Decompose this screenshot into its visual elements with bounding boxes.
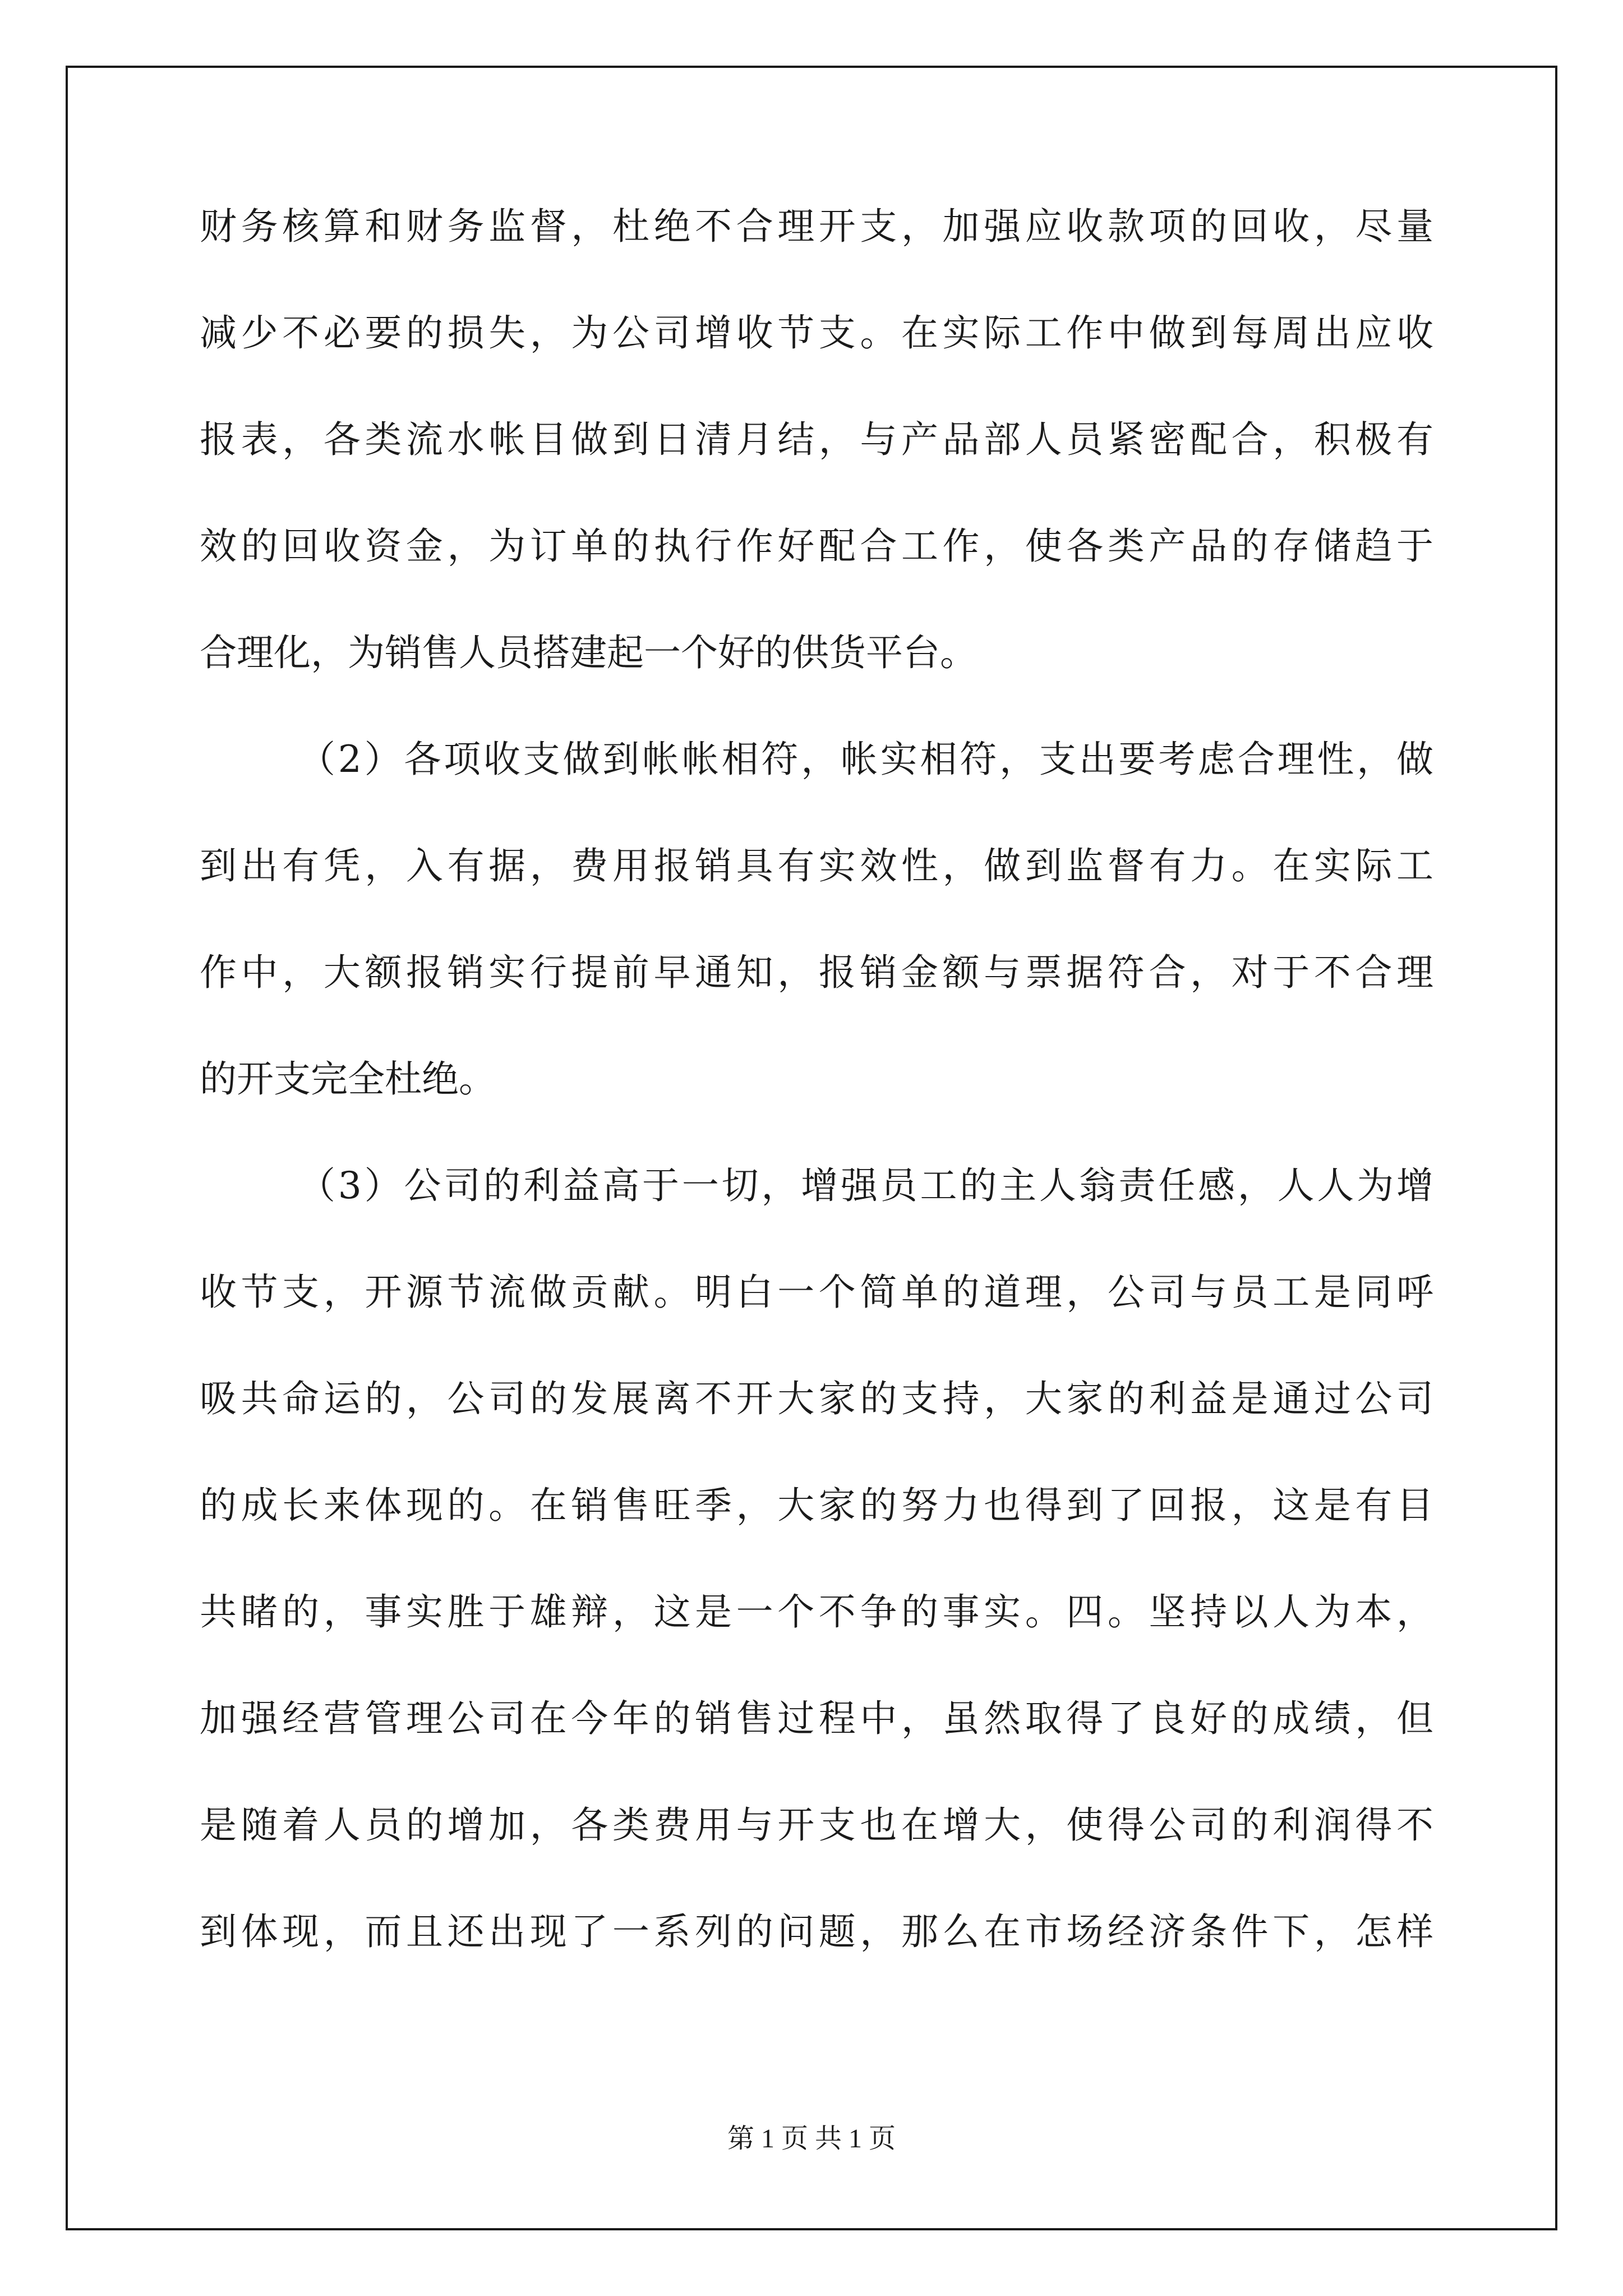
text-line: 吸共命运的，公司的发展离不开大家的支持，大家的利益是通过公司 xyxy=(200,1377,1433,1420)
document-body xyxy=(200,202,1433,2014)
text-line: 收节支，开源节流做贡献。明白一个简单的道理，公司与员工是同呼 xyxy=(200,1271,1433,1314)
text-line: 是随着人员的增加，各类费用与开支也在增大，使得公司的利润得不 xyxy=(200,1803,1433,1847)
text-line: 到出有凭，入有据，费用报销具有实效性，做到监督有力。在实际工 xyxy=(200,844,1433,887)
text-line: 效的回收资金，为订单的执行作好配合工作，使各类产品的存储趋于 xyxy=(200,524,1433,568)
text-line: 的开支完全杜绝。 xyxy=(200,1057,496,1101)
text-line: （3）公司的利益高于一切，增强员工的主人翁责任感，人人为增 xyxy=(298,1164,1433,1207)
text-line: 加强经营管理公司在今年的销售过程中，虽然取得了良好的成绩，但 xyxy=(200,1697,1433,1740)
paragraph-1 xyxy=(200,202,1433,678)
text-line: 合理化，为销售人员搭建起一个好的供货平台。 xyxy=(200,631,977,674)
text-line: 减少不必要的损失，为公司增收节支。在实际工作中做到每周出应收 xyxy=(200,311,1433,355)
paragraph-2 xyxy=(200,735,1433,1104)
text-line: 到体现，而且还出现了一系列的问题，那么在市场经济条件下，怎样 xyxy=(200,1910,1433,1953)
text-line: 的成长来体现的。在销售旺季，大家的努力也得到了回报，这是有目 xyxy=(200,1484,1433,1527)
text-line: 报表，各类流水帐目做到日清月结，与产品部人员紧密配合，积极有 xyxy=(200,418,1433,461)
text-line: 作中，大额报销实行提前早通知，报销金额与票据符合，对于不合理 xyxy=(200,951,1433,994)
text-line: （2）各项收支做到帐帐相符，帐实相符，支出要考虑合理性，做 xyxy=(298,738,1433,781)
page-number-footer: 第 1 页 共 1 页 xyxy=(727,2124,896,2154)
text-line: 共睹的，事实胜于雄辩，这是一个不争的事实。四。坚持以人为本， xyxy=(200,1590,1433,1634)
text-line: 财务核算和财务监督，杜绝不合理开支，加强应收款项的回收，尽量 xyxy=(200,205,1433,248)
paragraph-3 xyxy=(200,1161,1433,1957)
